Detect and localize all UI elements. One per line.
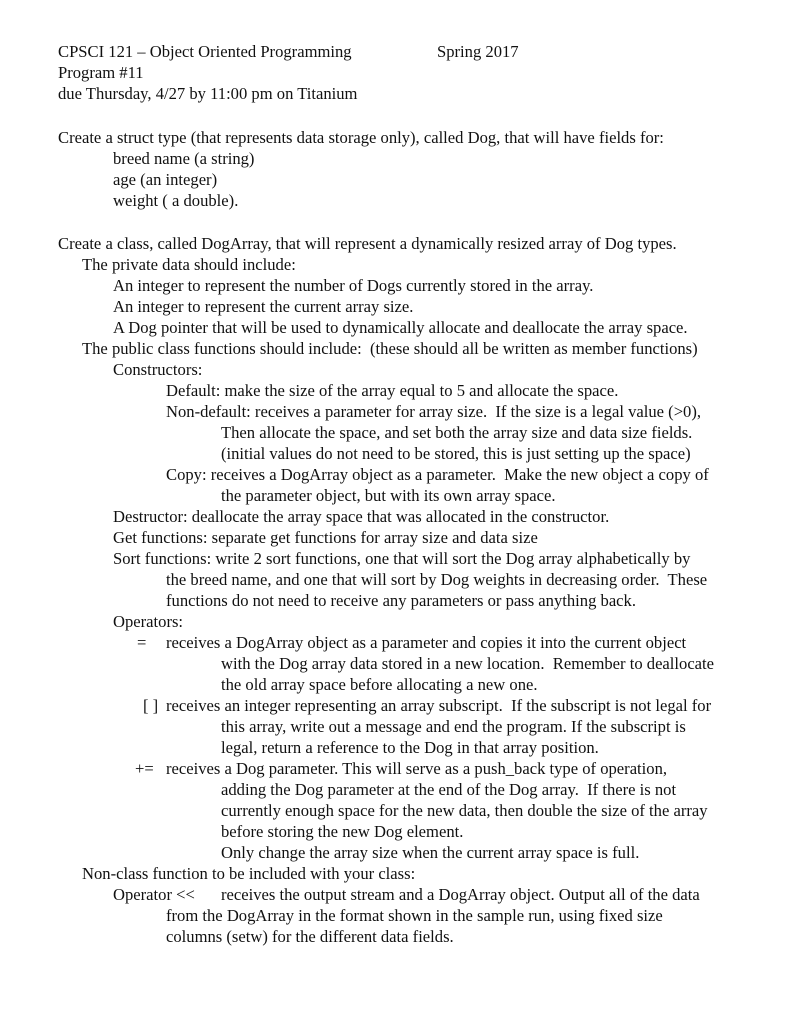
course-title: CPSCI 121 – Object Oriented Programming xyxy=(58,42,352,61)
nondefault-constructor: Non-default: receives a parameter for array size. If the size is a legal value (>0), xyxy=(166,402,702,421)
struct-intro: Create a struct type (that represents data storage only), called Dog, that will have fields for: xyxy=(58,128,664,147)
get-functions: Get functions: separate get functions for array size and data size xyxy=(113,528,538,547)
sort-functions-cont: functions do not need to receive any parameters or pass anything back. xyxy=(166,591,636,610)
program-number: Program #11 xyxy=(58,63,144,82)
default-constructor: Default: make the size of the array equal to 5 and allocate the space. xyxy=(166,381,619,400)
op-plus-assign-desc: before storing the new Dog element. xyxy=(221,822,464,841)
op-subscript-desc: receives an integer representing an array subscript. If the subscript is not legal for xyxy=(166,696,712,715)
struct-field-breed: breed name (a string) xyxy=(113,149,255,168)
op-plus-assign-symbol: += xyxy=(135,759,154,778)
struct-field-age: age (an integer) xyxy=(113,170,218,189)
op-plus-assign-desc: adding the Dog parameter at the end of the Dog array. If there is not xyxy=(221,780,677,799)
op-assign-symbol: = xyxy=(137,633,147,652)
private-item: An integer to represent the number of Dogs currently stored in the array. xyxy=(113,276,594,295)
copy-constructor-cont: the parameter object, but with its own array space. xyxy=(221,486,556,505)
nonclass-heading: Non-class function to be included with your class: xyxy=(82,864,416,883)
private-item: An integer to represent the current array size. xyxy=(113,297,414,316)
op-plus-assign-desc: receives a Dog parameter. This will serve as a push_back type of operation, xyxy=(166,759,668,778)
op-output-desc: columns (setw) for the different data fields. xyxy=(166,927,454,946)
sort-functions-cont: the breed name, and one that will sort by Dog weights in decreasing order. These xyxy=(166,570,708,589)
op-plus-assign-desc: currently enough space for the new data, then double the size of the array xyxy=(221,801,708,820)
due-date: due Thursday, 4/27 by 11:00 pm on Titanium xyxy=(58,84,358,103)
op-subscript-symbol: [ ] xyxy=(143,696,159,715)
nondefault-constructor-cont: Then allocate the space, and set both the array size and data size fields. xyxy=(221,423,693,442)
op-assign-desc: with the Dog array data stored in a new location. Remember to deallocate xyxy=(221,654,715,673)
class-intro: Create a class, called DogArray, that will represent a dynamically resized array of Dog types. xyxy=(58,234,677,253)
public-heading: The public class functions should include: (these should all be written as member functions) xyxy=(82,339,698,358)
private-heading: The private data should include: xyxy=(82,255,296,274)
sort-functions: Sort functions: write 2 sort functions, one that will sort the Dog array alphabetically by xyxy=(113,549,691,568)
op-assign-desc: the old array space before allocating a new one. xyxy=(221,675,538,694)
copy-constructor: Copy: receives a DogArray object as a parameter. Make the new object a copy of xyxy=(166,465,709,484)
constructors-heading: Constructors: xyxy=(113,360,203,379)
private-item: A Dog pointer that will be used to dynamically allocate and deallocate the array space. xyxy=(113,318,688,337)
op-assign-desc: receives a DogArray object as a parameter and copies it into the current object xyxy=(166,633,687,652)
op-subscript-desc: legal, return a reference to the Dog in that array position. xyxy=(221,738,599,757)
struct-field-weight: weight ( a double). xyxy=(113,191,239,210)
nondefault-constructor-cont: (initial values do not need to be stored, this is just setting up the space) xyxy=(221,444,691,463)
op-output-desc: receives the output stream and a DogArray object. Output all of the data xyxy=(221,885,700,904)
destructor: Destructor: deallocate the array space that was allocated in the constructor. xyxy=(113,507,610,526)
term: Spring 2017 xyxy=(437,42,519,61)
operators-heading: Operators: xyxy=(113,612,184,631)
op-plus-assign-desc: Only change the array size when the current array space is full. xyxy=(221,843,640,862)
op-subscript-desc: this array, write out a message and end the program. If the subscript is xyxy=(221,717,686,736)
op-output-label: Operator << xyxy=(113,885,195,904)
op-output-desc: from the DogArray in the format shown in the sample run, using fixed size xyxy=(166,906,663,925)
